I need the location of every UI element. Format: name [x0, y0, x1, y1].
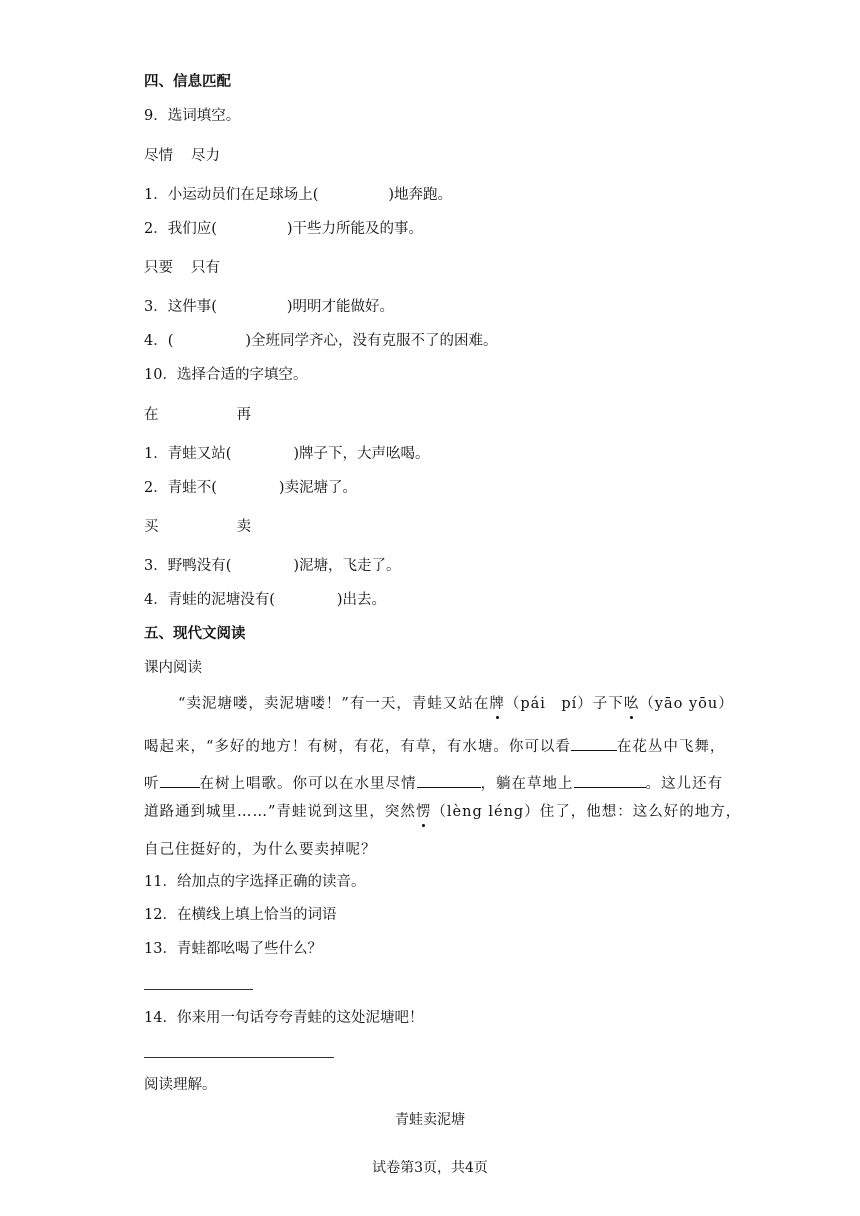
- passage-line: “卖泥塘喽，卖泥塘喽！”有一天，青蛙又站在牌（pái pí）子下吆（yāo yōu）: [178, 696, 734, 712]
- word-group-4: [144, 517, 251, 537]
- passage-line: 自己住挺好的，为什么要卖掉呢？: [144, 842, 377, 858]
- question-item: 4．青蛙的泥塘没有( )出去。: [144, 592, 387, 608]
- answer-line[interactable]: [417, 773, 481, 788]
- passage-line: 听 在树上唱歌。你可以在水里尽情 ，躺在草地上 。这儿还有: [144, 773, 723, 794]
- sub-heading: 课内阅读: [144, 660, 202, 676]
- answer-line[interactable]: [144, 989, 253, 990]
- word-option: 卖: [236, 519, 251, 535]
- passage-line: 喝起来，“多好的地方！有树，有花，有草，有水塘。你可以看 在花丛中飞舞，: [144, 736, 725, 757]
- answer-line[interactable]: [571, 736, 617, 751]
- question-item: 3．这件事( )明明才能做好。: [144, 299, 395, 315]
- word-group-3: [144, 405, 251, 425]
- section-heading-5: 五、现代文阅读: [144, 626, 246, 642]
- passage-line: 道路通到城里……”青蛙说到这里，突然愣（lèng léng）住了，他想：这么好的地方，: [144, 804, 742, 820]
- answer-line[interactable]: [160, 773, 200, 788]
- question-11: 11．给加点的字选择正确的读音。: [144, 874, 366, 890]
- word-option: 尽力: [191, 148, 220, 164]
- question-item: 1．青蛙又站( )牌子下，大声吆喝。: [144, 446, 430, 462]
- word-group-2: [144, 258, 220, 278]
- page-footer: 试卷第3页，共4页: [372, 1160, 488, 1176]
- question-item: 2．我们应( )干些力所能及的事。: [144, 221, 424, 237]
- question-item: 2．青蛙不( )卖泥塘了。: [144, 480, 358, 496]
- question-14: 14．你来用一句话夸夸青蛙的这处泥塘吧！: [144, 1010, 424, 1026]
- answer-line[interactable]: [144, 1057, 334, 1058]
- reading-title: 青蛙卖泥塘: [395, 1112, 465, 1128]
- reading-heading: 阅读理解。: [144, 1077, 217, 1093]
- dotted-character: 牌: [489, 696, 505, 712]
- dotted-character: 愣: [415, 804, 432, 820]
- question-item: 4．( )全班同学齐心，没有克服不了的困难。: [144, 333, 498, 349]
- section-heading-4: 四、信息匹配: [144, 74, 231, 90]
- question-13: 13．青蛙都吆喝了些什么？: [144, 941, 322, 957]
- word-option: 只要: [144, 260, 173, 276]
- dotted-character: 吆: [623, 696, 640, 712]
- question-item: 3．野鸭没有( )泥塘，飞走了。: [144, 558, 401, 574]
- word-option: 在: [144, 407, 159, 423]
- question-12: 12．在横线上填上恰当的词语: [144, 907, 337, 923]
- word-option: 只有: [191, 260, 220, 276]
- question-10: 10．选择合适的字填空。: [144, 367, 308, 383]
- word-option: 再: [236, 407, 251, 423]
- word-option: 尽情: [144, 148, 173, 164]
- word-option: 买: [144, 519, 159, 535]
- question-9: 9．选词填空。: [144, 108, 241, 124]
- word-group-1: [144, 146, 220, 166]
- answer-line[interactable]: [574, 773, 646, 788]
- question-item: 1．小运动员们在足球场上( )地奔跑。: [144, 187, 453, 203]
